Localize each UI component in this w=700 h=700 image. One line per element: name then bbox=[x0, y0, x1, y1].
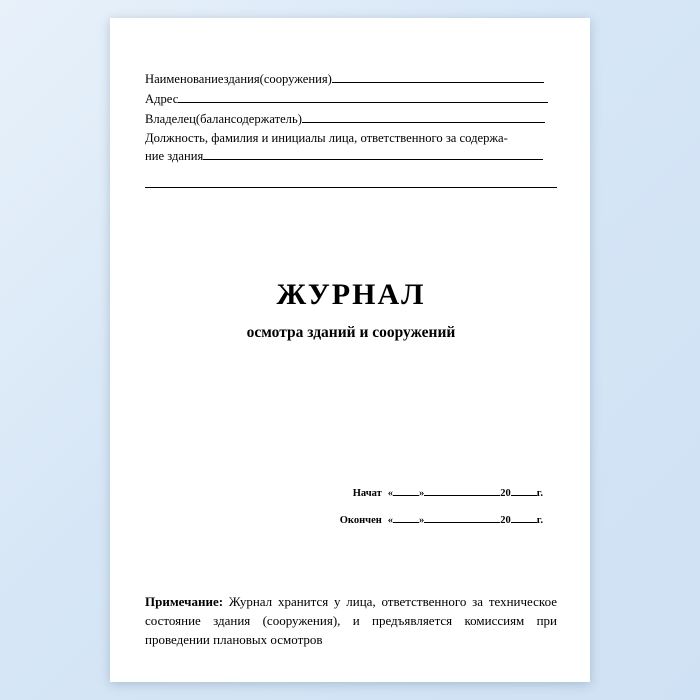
date-year-suffix-started: г. bbox=[536, 488, 543, 499]
date-quote-close-started: » bbox=[419, 488, 425, 499]
date-quote-close-finished: » bbox=[419, 515, 425, 526]
date-blank-day-started[interactable] bbox=[393, 486, 419, 496]
date-quote-open-started: « bbox=[387, 488, 394, 499]
form-row-owner bbox=[145, 110, 557, 130]
date-quote-open-finished: « bbox=[387, 515, 394, 526]
form-responsible-line-2 bbox=[145, 147, 557, 166]
form-label-address: Адрес bbox=[145, 92, 179, 106]
document-sheet bbox=[110, 18, 590, 682]
form-row-building-name bbox=[145, 70, 557, 90]
form-label-responsible-continuation: ние здания bbox=[145, 149, 204, 163]
note-area bbox=[145, 592, 557, 649]
form-responsible-line-1: Должность, фамилия и инициалы лица, ответственного за содержа- bbox=[145, 131, 508, 145]
header-form-block bbox=[145, 70, 557, 188]
note-text: Журнал хранится у лица, ответственного за техническое состояние здания (сооружения), и предъявляется комиссиям при проведении плановых осмотров bbox=[145, 594, 557, 647]
date-year-prefix-finished: 20 bbox=[500, 515, 511, 526]
date-label-started: Начат bbox=[352, 488, 382, 499]
date-row-started bbox=[145, 486, 557, 499]
date-year-suffix-finished: г. bbox=[536, 515, 543, 526]
form-blank-building-name[interactable] bbox=[332, 70, 544, 83]
date-blank-year-started[interactable] bbox=[511, 486, 537, 496]
date-label-finished: Окончен bbox=[339, 515, 382, 526]
form-blank-responsible[interactable] bbox=[203, 147, 543, 160]
note-label: Примечание: bbox=[145, 594, 224, 609]
date-row-finished bbox=[145, 513, 557, 526]
form-blank-address[interactable] bbox=[178, 90, 548, 103]
form-row-address bbox=[145, 90, 557, 110]
document-title: ЖУРНАЛ bbox=[276, 278, 426, 311]
form-blank-extra-line[interactable] bbox=[145, 172, 557, 188]
dates-area bbox=[145, 486, 557, 540]
date-blank-year-finished[interactable] bbox=[511, 513, 537, 523]
date-blank-month-finished[interactable] bbox=[424, 513, 500, 523]
date-year-prefix-started: 20 bbox=[500, 488, 511, 499]
date-blank-month-started[interactable] bbox=[424, 486, 500, 496]
form-label-building-name: Наименованиездания(сооружения) bbox=[145, 72, 332, 86]
form-label-owner: Владелец(балансодержатель) bbox=[145, 112, 302, 126]
document-subtitle: осмотра зданий и сооружений bbox=[246, 324, 456, 341]
date-blank-day-finished[interactable] bbox=[393, 513, 419, 523]
form-blank-owner[interactable] bbox=[302, 110, 545, 123]
document-content bbox=[145, 70, 557, 650]
title-area bbox=[145, 278, 557, 342]
